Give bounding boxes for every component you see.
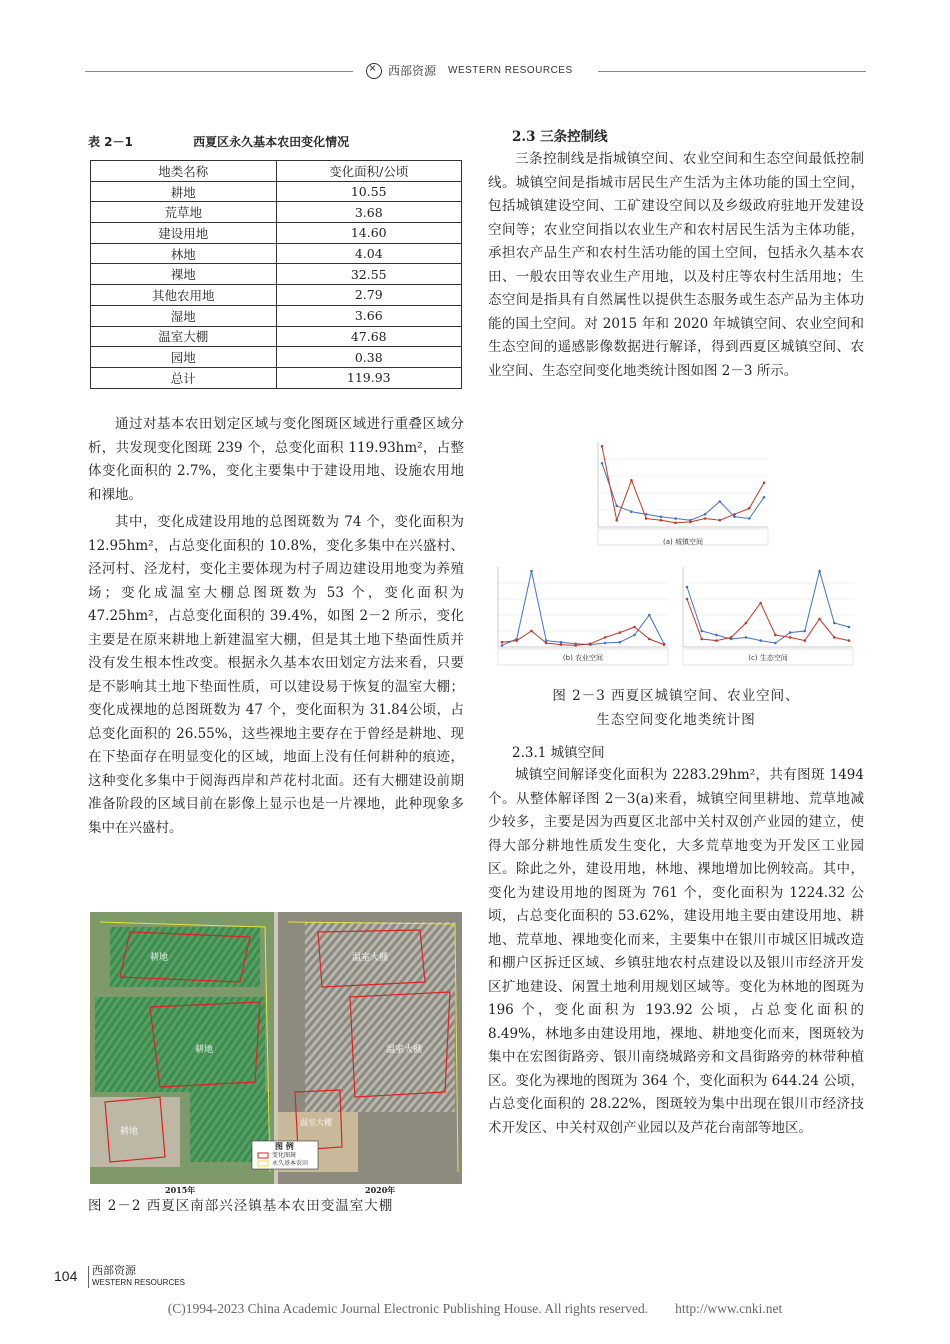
series-point xyxy=(530,570,533,573)
paragraph: 城镇空间解译变化面积为 2283.29hm²，共有图斑 1494 个。从整体解译图 2－3(a)来看，城镇空间里耕地、荒草地减少较多，主要是因为西夏区北部中关村双创产业园的建立，使得大部分耕地性质发生变化，大多荒草地变为开发区工业园区。除此之外，建设用地，林地、裸地增加比例较高。其中，变化为建设用地的图斑为 761 个，变化面积为 1224.32 公顷，占总变化面积的 53.62%，建设用地主要由建设用地、耕地、荒草地、裸地变化而来，主要集中在银川市城区旧城改造和棚户区拆迁区域、乡镇驻地农村点建设以及银川市经济开发区扩地建设、闲置土地利用规划区域等。变化为林地的图斑为 196 个，变化面积为 193.92 公顷，占总变化面积的 8.49%，林地多由建设用地，裸地、耕地变化而来，图斑较为集中在宏图街路旁、银川南绕城路旁和文昌街路旁的林带种植区。变化为裸地的图斑为 364 个，变化面积为 644.24 公顷，占总变化面积的 28.22%，图斑较为集中出现在银川市经济技术开发区、中关村双创产业园以及芦花台南部等地区。 xyxy=(488,767,864,1136)
series-point xyxy=(759,639,762,642)
series-point xyxy=(763,482,766,485)
series-point xyxy=(530,630,533,633)
section-heading-2-3-1: 2.3.1 城镇空间 xyxy=(512,745,605,761)
left-column-text xyxy=(88,413,464,840)
series-point xyxy=(733,513,736,516)
series-point xyxy=(601,445,604,448)
series-point xyxy=(601,462,604,465)
series-point xyxy=(774,634,777,637)
series-point xyxy=(545,639,548,642)
running-header xyxy=(366,62,573,79)
header-rule-left xyxy=(85,71,353,72)
series-point xyxy=(719,519,722,522)
table-cell-value: 14.60 xyxy=(276,223,462,244)
series-point xyxy=(704,513,707,516)
table-header-row xyxy=(91,161,462,182)
table-cell-name: 湿地 xyxy=(91,305,277,326)
map-label: 温室大棚 xyxy=(352,953,389,963)
table-cell-value: 4.04 xyxy=(276,243,462,264)
chart-caption: (a) 城镇空间 xyxy=(663,538,703,546)
series-point xyxy=(686,598,689,601)
table-label: 表 2－1 xyxy=(88,135,133,149)
series-point xyxy=(833,636,836,639)
table-cell-name: 耕地 xyxy=(91,181,277,202)
series-point xyxy=(604,636,607,639)
series-point xyxy=(689,521,692,524)
series-point xyxy=(648,638,651,641)
series-line xyxy=(687,599,849,641)
map-label: 耕地 xyxy=(195,1045,214,1055)
table-row xyxy=(91,202,462,223)
series-point xyxy=(818,618,821,621)
series-point xyxy=(515,639,518,642)
legend-item: 永久基本农田 xyxy=(272,1160,309,1167)
series-point xyxy=(715,639,718,642)
series-point xyxy=(633,626,636,629)
table-row xyxy=(91,326,462,347)
series-point xyxy=(804,630,807,633)
figure-2-3-caption-line1: 图 2－3 西夏区城镇空间、农业空间、 xyxy=(552,688,800,704)
figure-2-2 xyxy=(90,912,462,1184)
paragraph: 三条控制线是指城镇空间、农业空间和生态空间最低控制线。城镇空间是指城市居民生产生活为主体功能的国土空间，包括城镇建设空间、工矿建设空间以及乡级政府驻地开发建设空间等；农业空间指以农业生产和农村居民生活为主体功能，承担农产品生产和农村生活功能的国土空间，包括永久基本农田、一般农田等农业生产用地，以及村庄等农村生活用地；生态空间是指具有自然属性以提供生态服务或生态产品为主体功能的国土空间。对 2015 年和 2020 年城镇空间、农业空间和生态空间的遥感影像数据进行解译，得到西夏区城镇空间、农业空间、生态空间变化地类统计图如图 2－3 所示。 xyxy=(488,151,864,379)
map-label: 耕地 xyxy=(120,1127,139,1137)
series-point xyxy=(745,636,748,639)
series-point xyxy=(501,641,504,644)
series-point xyxy=(663,643,666,646)
table-cell-value: 3.66 xyxy=(276,305,462,326)
series-line xyxy=(602,446,764,523)
map-label: 温室大棚 xyxy=(300,1118,332,1127)
right-column-top xyxy=(488,126,864,383)
table-header-cell: 变化面积/公顷 xyxy=(276,161,462,182)
table-cell-name: 荒草地 xyxy=(91,202,277,223)
map-label: 耕地 xyxy=(150,953,169,963)
series-point xyxy=(733,516,736,519)
table-row xyxy=(91,181,462,202)
series-point xyxy=(818,570,821,573)
series-point xyxy=(748,517,751,520)
series-point xyxy=(660,516,663,519)
figure-2-2-caption: 图 2－2 西夏区南部兴泾镇基本农田变温室大棚 xyxy=(88,1198,394,1214)
series-line xyxy=(502,627,664,645)
series-point xyxy=(660,519,663,522)
table-cell-value: 10.55 xyxy=(276,181,462,202)
series-point xyxy=(574,644,577,647)
series-point xyxy=(789,631,792,634)
legend-item: 变化图斑 xyxy=(272,1152,297,1159)
table-row xyxy=(91,367,462,388)
series-point xyxy=(619,641,622,644)
header-rule-right xyxy=(598,71,866,72)
paragraph: 通过对基本农田划定区域与变化图斑区域进行重叠区域分析，共发现变化图斑 239 个，总变化面积 119.93hm²，占整体变化面积的 2.7%，变化主要集中于建设用地、设施农用地和裸地。 xyxy=(88,416,464,503)
series-point xyxy=(704,517,707,520)
table-cell-value: 47.68 xyxy=(276,326,462,347)
series-point xyxy=(848,639,851,642)
table-header-cell: 地类名称 xyxy=(91,161,277,182)
series-point xyxy=(730,636,733,639)
journal-name-cn: 西部资源 xyxy=(388,64,437,78)
journal-logo-icon xyxy=(366,63,382,79)
series-point xyxy=(501,644,504,647)
figure-2-3-caption-line2: 生态空间变化地类统计图 xyxy=(596,712,756,728)
series-point xyxy=(674,521,677,524)
series-point xyxy=(759,602,762,605)
page-number: 104 xyxy=(54,1268,78,1284)
series-point xyxy=(804,639,807,642)
series-point xyxy=(700,638,703,641)
series-point xyxy=(645,517,648,520)
map-label: 温室大棚 xyxy=(386,1045,423,1055)
table-cell-name: 其他农用地 xyxy=(91,285,277,306)
series-point xyxy=(630,479,633,482)
series-point xyxy=(763,496,766,499)
chart-caption: (c) 生态空间 xyxy=(748,654,788,662)
table-row xyxy=(91,223,462,244)
right-column-bottom xyxy=(488,742,864,1140)
figure-2-3-charts xyxy=(488,432,864,672)
table-row xyxy=(91,347,462,368)
table-caption xyxy=(88,133,349,150)
series-point xyxy=(748,507,751,510)
table-cell-value: 32.55 xyxy=(276,264,462,285)
chart-caption: (b) 农业空间 xyxy=(562,654,604,662)
series-point xyxy=(615,504,618,507)
year-label-right: 2020年 xyxy=(365,1185,396,1195)
series-point xyxy=(700,630,703,633)
footer-brand-en: WESTERN RESOURCES xyxy=(92,1278,185,1287)
series-point xyxy=(630,510,633,513)
table-row xyxy=(91,285,462,306)
journal-name-en: WESTERN RESOURCES xyxy=(448,65,573,76)
table-row xyxy=(91,243,462,264)
series-point xyxy=(674,517,677,520)
series-point xyxy=(560,643,563,646)
series-line xyxy=(687,571,849,643)
series-point xyxy=(589,643,592,646)
table-cell-name: 园地 xyxy=(91,347,277,368)
table-cell-name: 温室大棚 xyxy=(91,326,277,347)
year-label-left: 2015年 xyxy=(165,1185,196,1195)
field-patch xyxy=(95,997,265,1092)
series-point xyxy=(615,519,618,522)
series-point xyxy=(833,622,836,625)
series-point xyxy=(745,622,748,625)
series-point xyxy=(545,642,548,645)
series-point xyxy=(619,631,622,634)
section-heading-2-3: 2.3 三条控制线 xyxy=(512,129,608,145)
table-cell-name: 林地 xyxy=(91,243,277,264)
table-row xyxy=(91,264,462,285)
table-row xyxy=(91,305,462,326)
footer-brand-cn: 西部资源 xyxy=(92,1265,136,1277)
table-cell-value: 3.68 xyxy=(276,202,462,223)
series-point xyxy=(633,634,636,637)
paragraph: 其中，变化成建设用地的总图斑数为 74 个，变化面积为 12.95hm²，占总变化面积的 10.8%，变化多集中在兴盛村、泾河村、泾龙村，变化主要体现为村子周边建设用地变为养殖场；变化成温室大棚总图斑数为 53 个，变化面积为 47.25hm²，占总变化面积的 39.4%，如图 2－2 所示，变化主要是在原来耕地上新建温室大棚，但是其土地下垫面性质并没有发生根本性改变。根据永久基本农田划定方法来看，只要是不影响其土地下垫面性质，可以建设易于恢复的温室大棚；变化成裸地的总图斑数为 47 个，变化面积为 31.84公顷，占总变化面积的 26.55%，这些裸地主要存在于曾经是耕地、现在下垫面存在明显变化的区域，地面上没有任何耕种的痕迹，这种变化多集中于阅海西岸和芦花村北面。还有大棚建设前期准备阶段的区域目前在影像上显示也是一片裸地，此种现象多集中在兴盛村。 xyxy=(88,514,464,836)
copyright-line: (C)1994-2023 China Academic Journal Electronic Publishing House. All rights reserved. http://www.cnki.net xyxy=(167,1301,783,1316)
legend-title: 图 例 xyxy=(275,1141,294,1151)
farmland-change-table xyxy=(90,160,462,389)
footer-brand xyxy=(92,1266,185,1288)
table-cell-value: 0.38 xyxy=(276,347,462,368)
table-cell-name: 建设用地 xyxy=(91,223,277,244)
table-title: 西夏区永久基本农田变化情况 xyxy=(193,135,350,149)
table-cell-value: 119.93 xyxy=(276,367,462,388)
series-point xyxy=(719,500,722,503)
table-cell-name: 裸地 xyxy=(91,264,277,285)
series-point xyxy=(774,642,777,645)
series-point xyxy=(648,614,651,617)
series-point xyxy=(848,626,851,629)
footer-divider xyxy=(88,1266,89,1288)
series-point xyxy=(789,636,792,639)
series-point xyxy=(560,641,563,644)
series-point xyxy=(686,586,689,589)
series-point xyxy=(715,634,718,637)
table-cell-value: 2.79 xyxy=(276,285,462,306)
table-cell-name: 总计 xyxy=(91,367,277,388)
series-point xyxy=(604,642,607,645)
